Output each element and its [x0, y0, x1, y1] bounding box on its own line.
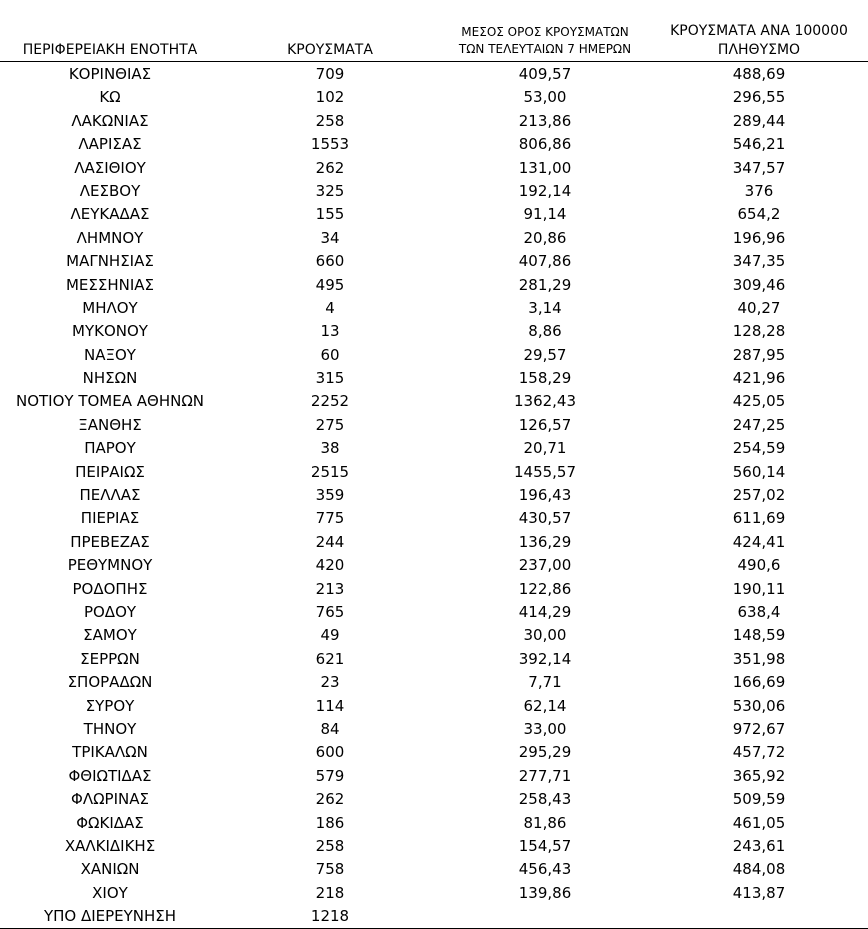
cell-cases-per-100k: 457,72: [732, 743, 786, 762]
cell-cases-per-100k: 257,02: [732, 486, 786, 505]
cell-region: ΣΕΡΡΩΝ: [80, 649, 140, 668]
cell-cases-per-100k: 243,61: [732, 836, 786, 855]
cell-cases-per-100k: 484,08: [732, 860, 786, 879]
header-7day-average-line1: ΜΕΣΟΣ ΟΡΟΣ ΚΡΟΥΣΜΑΤΩΝ: [461, 25, 629, 39]
cell-cases: 621: [315, 649, 345, 668]
table-row: [0, 390, 868, 413]
cell-cases-per-100k: 611,69: [732, 509, 786, 528]
cell-cases-per-100k: 376: [744, 181, 774, 200]
cell-7day-average: 213,86: [518, 111, 572, 130]
cell-cases: 2515: [310, 462, 350, 481]
cell-cases-per-100k: 40,27: [737, 298, 781, 317]
table-row: [0, 812, 868, 835]
cell-cases-per-100k: 347,57: [732, 158, 786, 177]
cell-cases-per-100k: 128,28: [732, 322, 786, 341]
cell-cases: 315: [315, 369, 345, 388]
cell-region: ΦΛΩΡΙΝΑΣ: [71, 790, 149, 809]
cell-cases: 325: [315, 181, 345, 200]
cell-cases: 495: [315, 275, 345, 294]
cell-cases-per-100k: 351,98: [732, 649, 786, 668]
cell-cases-per-100k: 488,69: [732, 65, 786, 83]
table-row: [0, 624, 868, 647]
cell-7day-average: 1362,43: [513, 392, 577, 411]
cell-cases: 84: [320, 719, 340, 738]
cell-region: ΦΘΙΩΤΙΔΑΣ: [68, 766, 152, 785]
cell-cases-per-100k: 413,87: [732, 883, 786, 902]
cell-cases: 660: [315, 252, 345, 271]
table-row: [0, 601, 868, 624]
cell-cases: 758: [315, 860, 345, 879]
cell-7day-average: 430,57: [518, 509, 572, 528]
cell-7day-average: 33,00: [523, 719, 567, 738]
cell-7day-average: 20,71: [523, 439, 567, 458]
cell-region: ΤΡΙΚΑΛΩΝ: [72, 743, 148, 762]
cell-region: ΞΑΝΘΗΣ: [78, 415, 142, 434]
table-row: [0, 414, 868, 437]
cell-7day-average: 91,14: [523, 205, 567, 224]
cell-region: ΧΑΛΚΙΔΙΚΗΣ: [64, 836, 156, 855]
table-row: [0, 437, 868, 460]
cell-region: ΜΑΓΝΗΣΙΑΣ: [66, 252, 154, 271]
cell-region: ΛΕΥΚΑΔΑΣ: [70, 205, 150, 224]
cell-region: ΛΕΣΒΟΥ: [79, 181, 141, 200]
cell-cases: 1553: [310, 135, 350, 154]
table-row: [0, 344, 868, 367]
cell-region: ΝΑΞΟΥ: [84, 345, 136, 364]
table-header: [0, 0, 868, 62]
table-row: [0, 507, 868, 530]
cell-region: ΥΠΟ ΔΙΕΡΕΥΝΗΣΗ: [43, 907, 177, 926]
table-row: [0, 484, 868, 507]
cell-cases: 579: [315, 766, 345, 785]
cell-region: ΜΥΚΟΝΟΥ: [72, 322, 148, 341]
cell-7day-average: 30,00: [523, 626, 567, 645]
cell-region: ΠΡΕΒΕΖΑΣ: [70, 532, 150, 551]
cell-cases: 420: [315, 556, 345, 575]
cell-cases: 258: [315, 836, 345, 855]
table-row: [0, 274, 868, 297]
cell-cases: 23: [320, 673, 340, 692]
cell-7day-average: 131,00: [518, 158, 572, 177]
table-row: [0, 133, 868, 156]
header-underline: [0, 61, 868, 62]
cell-cases-per-100k: 254,59: [732, 439, 786, 458]
cell-7day-average: 20,86: [523, 228, 567, 247]
header-cases-per-100k-line1: ΚΡΟΥΣΜΑΤΑ ΑΝΑ 100000: [670, 23, 848, 39]
table-row: [0, 203, 868, 226]
cell-7day-average: 407,86: [518, 252, 572, 271]
cell-cases: 765: [315, 602, 345, 621]
cell-7day-average: 136,29: [518, 532, 572, 551]
cell-7day-average: 3,14: [528, 298, 562, 317]
cell-cases-per-100k: 190,11: [732, 579, 786, 598]
cell-region: ΝΟΤΙΟΥ ΤΟΜΕΑ ΑΘΗΝΩΝ: [15, 392, 205, 411]
table-row: [0, 765, 868, 788]
cell-7day-average: 8,86: [528, 322, 562, 341]
cell-cases-per-100k: 638,4: [737, 602, 781, 621]
cell-cases: 359: [315, 486, 345, 505]
cell-cases: 775: [315, 509, 345, 528]
cell-7day-average: 409,57: [518, 65, 572, 83]
cell-cases-per-100k: 461,05: [732, 813, 786, 832]
table-row: [0, 578, 868, 601]
cell-cases: 4: [325, 298, 335, 317]
cell-cases: 102: [315, 88, 345, 107]
table-row: [0, 227, 868, 250]
cell-cases-per-100k: 425,05: [732, 392, 786, 411]
table-row: [0, 250, 868, 273]
cell-region: ΝΗΣΩΝ: [82, 369, 138, 388]
cell-cases: 262: [315, 158, 345, 177]
cell-7day-average: 237,00: [518, 556, 572, 575]
cell-region: ΤΗΝΟΥ: [83, 719, 137, 738]
cell-region: ΚΟΡΙΝΘΙΑΣ: [68, 65, 152, 83]
cell-7day-average: 258,43: [518, 790, 572, 809]
cell-cases-per-100k: 509,59: [732, 790, 786, 809]
cell-7day-average: 414,29: [518, 602, 572, 621]
table-row: [0, 905, 868, 929]
cell-region: ΡΕΘΥΜΝΟΥ: [67, 556, 153, 575]
cell-cases: 186: [315, 813, 345, 832]
table-row: [0, 157, 868, 180]
header-cases-per-100k: [650, 22, 868, 60]
cell-cases-per-100k: 166,69: [732, 673, 786, 692]
table-row: [0, 835, 868, 858]
cell-region: ΠΕΛΛΑΣ: [79, 486, 141, 505]
cell-region: ΠΕΙΡΑΙΩΣ: [75, 462, 145, 481]
cell-cases-per-100k: 296,55: [732, 88, 786, 107]
cell-7day-average: 81,86: [523, 813, 567, 832]
cell-cases: 275: [315, 415, 345, 434]
cell-7day-average: 281,29: [518, 275, 572, 294]
cell-cases-per-100k: 148,59: [732, 626, 786, 645]
cell-cases: 114: [315, 696, 345, 715]
cell-cases: 1218: [310, 907, 350, 926]
cell-region: ΛΑΡΙΣΑΣ: [78, 135, 142, 154]
cell-region: ΚΩ: [99, 88, 121, 107]
cell-region: ΣΑΜΟΥ: [83, 626, 137, 645]
cell-region: ΧΙΟΥ: [92, 883, 128, 902]
cell-7day-average: 1455,57: [513, 462, 577, 481]
cell-7day-average: 277,71: [518, 766, 572, 785]
table-row: [0, 461, 868, 484]
cell-region: ΠΑΡΟΥ: [84, 439, 136, 458]
header-cases: ΚΡΟΥΣΜΑΤΑ: [287, 42, 373, 58]
cell-cases-per-100k: 972,67: [732, 719, 786, 738]
cell-cases: 34: [320, 228, 340, 247]
cell-7day-average: 53,00: [523, 88, 567, 107]
cell-region: ΜΕΣΣΗΝΙΑΣ: [65, 275, 155, 294]
cell-cases-per-100k: 347,35: [732, 252, 786, 271]
header-cases-per-100k-line2: ΠΛΗΘΥΣΜΟ: [717, 42, 801, 58]
cell-region: ΣΠΟΡΑΔΩΝ: [67, 673, 153, 692]
cell-7day-average: 29,57: [523, 345, 567, 364]
cell-cases: 258: [315, 111, 345, 130]
table-body: [0, 63, 868, 929]
cell-cases-per-100k: 424,41: [732, 532, 786, 551]
cell-region: ΛΗΜΝΟΥ: [76, 228, 144, 247]
cell-cases: 38: [320, 439, 340, 458]
cell-cases-per-100k: 654,2: [737, 205, 781, 224]
cell-cases-per-100k: 309,46: [732, 275, 786, 294]
cell-cases: 155: [315, 205, 345, 224]
cell-7day-average: 62,14: [523, 696, 567, 715]
cell-7day-average: 139,86: [518, 883, 572, 902]
cell-region: ΡΟΔΟΥ: [83, 602, 137, 621]
header-7day-average-line2: ΤΩΝ ΤΕΛΕΥΤΑΙΩΝ 7 ΗΜΕΡΩΝ: [458, 42, 632, 56]
cell-cases-per-100k: 365,92: [732, 766, 786, 785]
cell-7day-average: 154,57: [518, 836, 572, 855]
cell-cases-per-100k: 247,25: [732, 415, 786, 434]
cell-cases: 218: [315, 883, 345, 902]
cell-7day-average: 192,14: [518, 181, 572, 200]
cell-7day-average: 295,29: [518, 743, 572, 762]
cell-region: ΛΑΣΙΘΙΟΥ: [74, 158, 146, 177]
table-row: [0, 882, 868, 905]
cell-7day-average: 392,14: [518, 649, 572, 668]
header-region: ΠΕΡΙΦΕΡΕΙΑΚΗ ΕΝΟΤΗΤΑ: [22, 42, 198, 58]
cell-cases-per-100k: 546,21: [732, 135, 786, 154]
cell-cases: 13: [320, 322, 340, 341]
cell-region: ΧΑΝΙΩΝ: [80, 860, 140, 879]
cell-cases-per-100k: 560,14: [732, 462, 786, 481]
header-7day-average: [440, 24, 650, 58]
cell-7day-average: [440, 905, 650, 928]
cell-7day-average: 806,86: [518, 135, 572, 154]
cell-cases-per-100k: 421,96: [732, 369, 786, 388]
cell-7day-average: 456,43: [518, 860, 572, 879]
cell-7day-average: 7,71: [528, 673, 562, 692]
cell-cases-per-100k: [650, 905, 868, 928]
cell-cases: 49: [320, 626, 340, 645]
cell-cases: 244: [315, 532, 345, 551]
table-row: [0, 718, 868, 741]
table-row: [0, 320, 868, 343]
table-row: [0, 648, 868, 671]
table-row: [0, 297, 868, 320]
table-row: [0, 554, 868, 577]
cell-region: ΠΙΕΡΙΑΣ: [80, 509, 140, 528]
cell-cases: 60: [320, 345, 340, 364]
cell-cases-per-100k: 530,06: [732, 696, 786, 715]
table-row: [0, 858, 868, 881]
table-row: [0, 531, 868, 554]
table-row: [0, 180, 868, 203]
cell-cases: 2252: [310, 392, 350, 411]
table-row: [0, 671, 868, 694]
cell-cases-per-100k: 289,44: [732, 111, 786, 130]
cell-7day-average: 158,29: [518, 369, 572, 388]
table-row: [0, 86, 868, 109]
cell-cases-per-100k: 287,95: [732, 345, 786, 364]
cell-region: ΡΟΔΟΠΗΣ: [72, 579, 148, 598]
cell-cases: 213: [315, 579, 345, 598]
cell-region: ΣΥΡΟΥ: [85, 696, 135, 715]
cell-region: ΛΑΚΩΝΙΑΣ: [71, 111, 149, 130]
cell-cases-per-100k: 490,6: [737, 556, 781, 575]
table-row: [0, 741, 868, 764]
table-row: [0, 788, 868, 811]
table-row: [0, 367, 868, 390]
table-row: [0, 63, 868, 86]
table-row: [0, 110, 868, 133]
table-row: [0, 695, 868, 718]
cell-cases: 600: [315, 743, 345, 762]
cell-7day-average: 126,57: [518, 415, 572, 434]
cell-cases: 262: [315, 790, 345, 809]
cell-cases: 709: [315, 65, 345, 83]
cell-7day-average: 122,86: [518, 579, 572, 598]
cell-region: ΜΗΛΟΥ: [82, 298, 138, 317]
cell-region: ΦΩΚΙΔΑΣ: [76, 813, 144, 832]
cell-7day-average: 196,43: [518, 486, 572, 505]
cell-cases-per-100k: 196,96: [732, 228, 786, 247]
